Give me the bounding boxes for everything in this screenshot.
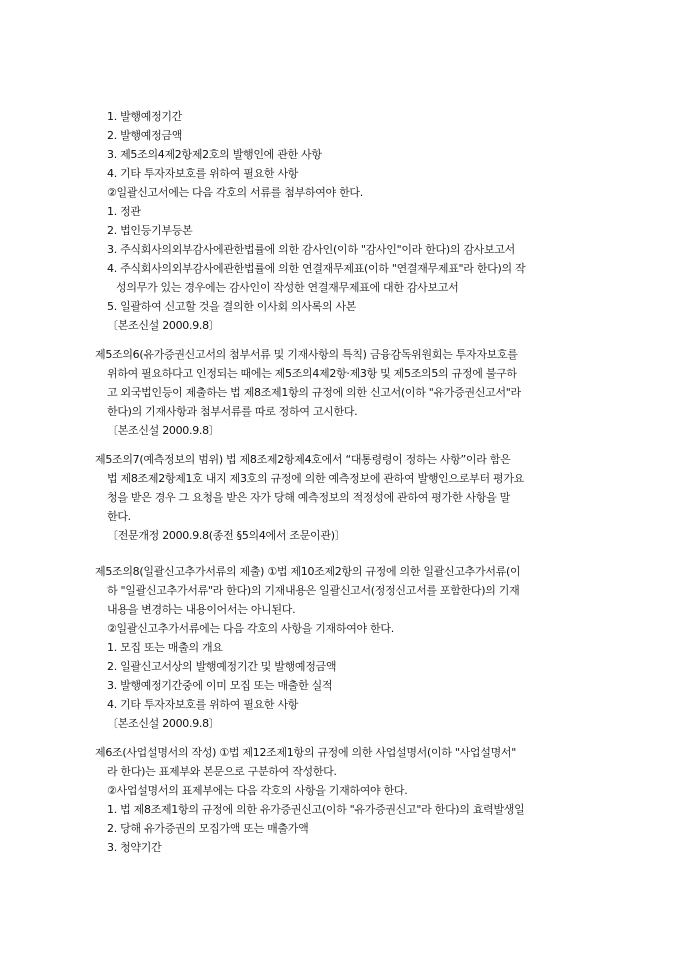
text-line: 〔본조신설 2000.9.8〕	[107, 319, 220, 332]
text-line: ②일괄신고추가서류에는 다음 각호의 사항을 기재하여야 한다.	[107, 622, 394, 635]
text-line: 제5조의7(예측정보의 범위) 법 제8조제2항제4호에서 “대통령령이 정하는 사항”이라 함은	[95, 453, 511, 466]
text-line: 3. 청약기간	[107, 841, 162, 854]
text-line: 4. 기타 투자자보호를 위하여 필요한 사항	[107, 698, 299, 711]
text-line: 청을 받은 경우 그 요청을 받은 자가 당해 예측정보의 적정성에 관하여 평가한 사항을 말	[107, 491, 510, 504]
text-line: 4. 주식회사의외부감사에관한법률에 의한 연결재무제표(이하 "연결재무제표"라 한다)의 작	[107, 262, 526, 275]
text-line: 법 제8조제2항제1호 내지 제3호의 규정에 의한 예측정보에 관하여 발행인으로부터 평가요	[107, 472, 524, 485]
text-line: 3. 주식회사의외부감사에관한법률에 의한 감사인(이하 "감사인"이라 한다)의 감사보고서	[107, 243, 515, 256]
text-line: 3. 발행예정기간중에 이미 모집 또는 매출한 실적	[107, 679, 333, 692]
text-line: 1. 법 제8조제1항의 규정에 의한 유가증권신고(이하 "유가증권신고"라 한다)의 효력발생일	[107, 803, 525, 816]
text-line: 라 한다)는 표제부와 본문으로 구분하여 작성한다.	[107, 765, 337, 778]
text-line: 성의무가 있는 경우에는 감사인이 작성한 연결재무제표에 대한 감사보고서	[116, 281, 459, 294]
text-line: 제5조의6(유가증권신고서의 첨부서류 및 기재사항의 특칙) 금융감독위원회는 투자자보호를	[95, 348, 518, 361]
text-line: ②사업설명서의 표제부에는 다음 각호의 사항을 기재하여야 한다.	[107, 784, 408, 797]
text-line: 2. 당해 유가증권의 모집가액 또는 매출가액	[107, 822, 309, 835]
text-line: ②일괄신고서에는 다음 각호의 서류를 첨부하여야 한다.	[107, 186, 363, 199]
text-line: 1. 정관	[107, 205, 141, 218]
text-line: 〔전문개정 2000.9.8(종전 §5의4에서 조문이관)〕	[107, 529, 346, 542]
text-line: 제6조(사업설명서의 작성) ①법 제12조제1항의 규정에 의한 사업설명서(이하 "사업설명서"	[95, 746, 516, 759]
text-line: 3. 제5조의4제2항제2호의 발행인에 관한 사항	[107, 148, 322, 161]
text-line: 한다)의 기재사항과 첨부서류를 따로 정하여 고시한다.	[107, 405, 358, 418]
text-line: 1. 모집 또는 매출의 개요	[107, 641, 223, 654]
text-line: 4. 기타 투자자보호를 위하여 필요한 사항	[107, 167, 299, 180]
text-line: 제5조의8(일괄신고추가서류의 제출) ①법 제10조제2항의 규정에 의한 일괄신고추가서류(이	[95, 565, 521, 578]
text-line: 〔본조신설 2000.9.8〕	[107, 717, 220, 730]
text-line: 2. 일괄신고서상의 발행예정기간 및 발행예정금액	[107, 660, 337, 673]
text-line: 2. 법인등기부등본	[107, 224, 193, 237]
text-line: 위하여 필요하다고 인정되는 때에는 제5조의4제2항·제3항 및 제5조의5의 규정에 불구하	[107, 367, 517, 380]
text-line: 하 "일괄신고추가서류"라 한다)의 기재내용은 일괄신고서(정정신고서를 포함한다)의 기재	[107, 584, 520, 597]
text-line: 고 외국법인등이 제출하는 법 제8조제1항의 규정에 의한 신고서(이하 "유가증권신고서"라	[107, 386, 521, 399]
text-line: 내용을 변경하는 내용이어서는 아니된다.	[107, 603, 296, 616]
text-line: 〔본조신설 2000.9.8〕	[107, 424, 220, 437]
text-line: 한다.	[107, 510, 131, 523]
text-line: 5. 일괄하여 신고할 것을 결의한 이사회 의사록의 사본	[107, 300, 357, 313]
text-line: 2. 발행예정금액	[107, 129, 183, 142]
text-line: 1. 발행예정기간	[107, 110, 183, 123]
